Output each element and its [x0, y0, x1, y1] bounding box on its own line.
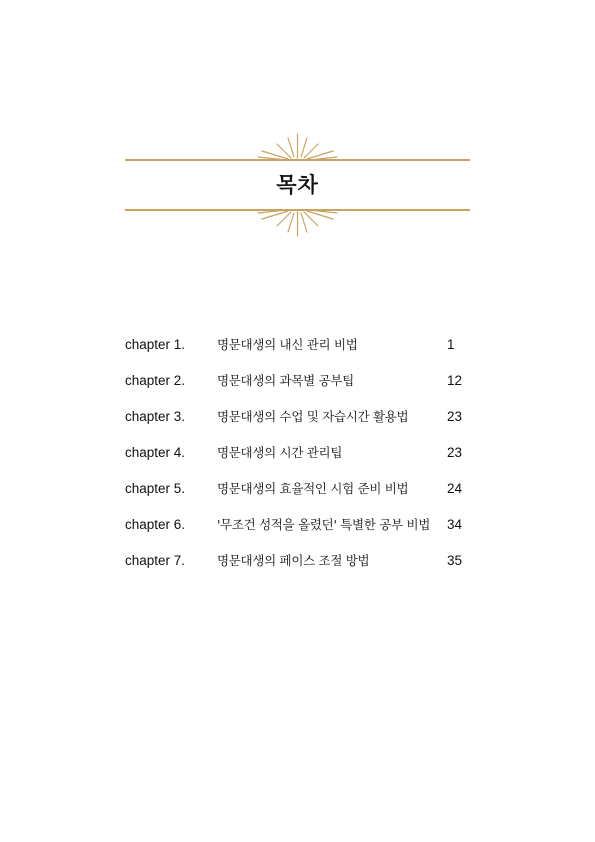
- toc-chapter-label: chapter 7.: [125, 553, 186, 568]
- toc-entry-chapter-2[interactable]: [125, 371, 470, 407]
- sunburst-ornament-top: [250, 131, 345, 161]
- toc-chapter-label: chapter 4.: [125, 445, 186, 460]
- toc-page-number: 35: [447, 553, 463, 568]
- toc-entry-chapter-3[interactable]: [125, 407, 470, 443]
- toc-chapter-label: chapter 6.: [125, 517, 186, 532]
- toc-page-number: 23: [447, 409, 463, 424]
- toc-entry-chapter-4[interactable]: [125, 443, 470, 479]
- toc-chapter-title: 명문대생의 수업 및 자습시간 활용법: [217, 409, 409, 424]
- toc-chapter-title: 명문대생의 효율적인 시험 준비 비법: [217, 481, 409, 496]
- toc-page-number: 23: [447, 445, 463, 460]
- toc-chapter-label: chapter 2.: [125, 373, 186, 388]
- toc-page-number: 12: [447, 373, 463, 388]
- toc-chapter-title: 명문대생의 시간 관리팁: [217, 445, 343, 460]
- toc-page-number: 34: [447, 517, 463, 532]
- toc-entry-chapter-7[interactable]: [125, 551, 470, 587]
- sunburst-ornament-bottom: [250, 209, 345, 239]
- toc-chapter-title: '무조건 성적을 올렸던' 특별한 공부 비법: [217, 517, 431, 532]
- page-title: 목차: [276, 173, 319, 197]
- toc-entry-chapter-6[interactable]: [125, 515, 470, 551]
- toc-entry-chapter-1[interactable]: [125, 335, 470, 371]
- table-of-contents: [125, 335, 470, 587]
- toc-page-number: 24: [447, 481, 463, 496]
- toc-chapter-label: chapter 1.: [125, 337, 186, 352]
- toc-chapter-title: 명문대생의 과목별 공부팁: [217, 373, 354, 388]
- toc-chapter-title: 명문대생의 페이스 조절 방법: [217, 553, 370, 568]
- toc-chapter-title: 명문대생의 내신 관리 비법: [217, 337, 358, 352]
- toc-page-number: 1: [447, 337, 455, 352]
- title-top-rule: [125, 159, 470, 161]
- toc-entry-chapter-5[interactable]: [125, 479, 470, 515]
- toc-chapter-label: chapter 5.: [125, 481, 186, 496]
- toc-chapter-label: chapter 3.: [125, 409, 186, 424]
